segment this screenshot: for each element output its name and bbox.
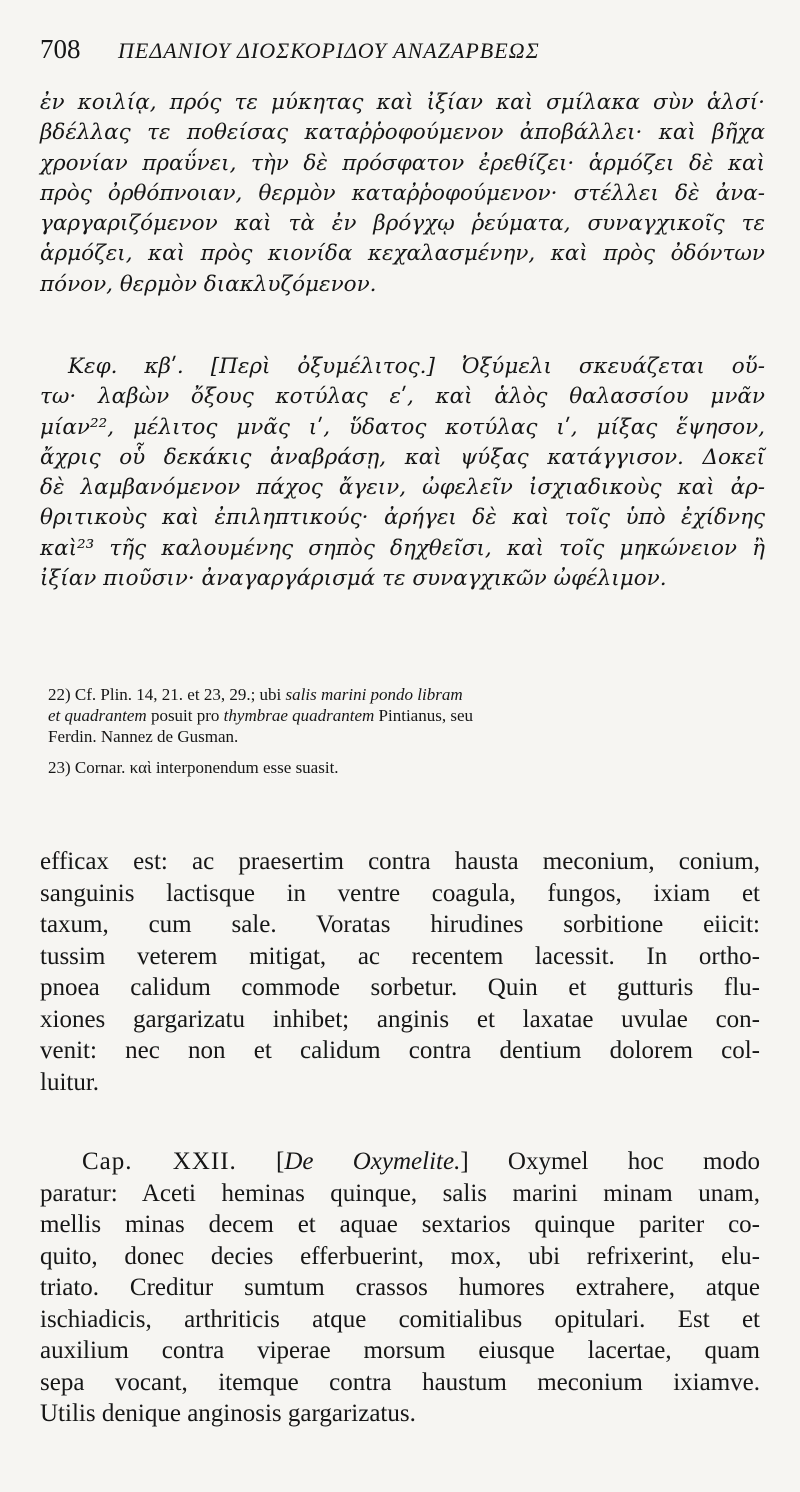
page-number: 708	[40, 34, 81, 64]
text-line: ἰξίαν πιοῦσιν· ἀναγαργάρισμά τε συναγχικῶν ὠφέλιμον.	[40, 566, 667, 592]
text-line: θριτικοὺς καὶ ἐπιληπτικούς· ἀρήγει δὲ καὶ τοῖς ὑπὸ ἐχίδνης	[40, 505, 765, 531]
chapter-first-words: Oxymel hoc modo	[507, 1148, 761, 1175]
text-line: quito, donec decies efferbuerint, mox, ubi refrixerint, elu-	[40, 1242, 760, 1270]
text-line: πόνον, θερμὸν διακλυζόμενον.	[40, 271, 377, 297]
bracket-close: ]	[460, 1148, 469, 1175]
text-line: luitur.	[40, 1068, 100, 1096]
text-line: efficax est: ac praesertim contra hausta meconium, conium,	[40, 848, 760, 875]
text-line: auxilium contra viperae morsum eiusque lacertae, quam	[40, 1337, 760, 1364]
text-line: taxum, cum sale. Voratas hirudines sorbitione eiicit:	[40, 911, 760, 938]
chapter-title: De Oxymelite.	[284, 1148, 461, 1175]
text-line: γαργαριζόμενον καὶ τὰ ἐν βρόγχῳ ῥεύματα, συναγχικοῖς τε	[40, 211, 765, 237]
footnote-text: 22) Cf. Plin. 14, 21. et 23, 29.; ubi	[48, 685, 286, 704]
text-line: tussim veterem mitigat, ac recentem lacessit. In ortho-	[40, 942, 760, 970]
footnote-text: posuit pro	[146, 706, 224, 725]
chapter-heading-line	[40, 1146, 760, 1178]
text-line: venit: nec non et calidum contra dentium dolorem col-	[40, 1037, 760, 1064]
text-line: sepa vocant, itemque contra haustum meconium ixiamve.	[40, 1368, 760, 1396]
text-line: pnoea calidum commode sorbetur. Quin et gutturis flu-	[40, 974, 760, 1001]
footnote-text: Pintianus, seu	[374, 706, 473, 725]
footnote-22-cont	[48, 705, 758, 726]
text-line: τω· λαβὼν ὄξους κοτύλας εʹ, καὶ ἁλὸς θαλασσίου μνᾶν	[40, 384, 765, 410]
greek-chapter-paragraph	[40, 352, 765, 594]
text-line: paratur: Aceti heminas quinque, salis marini minam unam,	[40, 1179, 760, 1207]
chapter-heading-line: Κεφ. κβʹ. [Περὶ ὀξυμέλιτος.] Ὀξύμελι σκευάζεται οὕ-	[68, 354, 765, 379]
text-line: πρὸς ὀρθόπνοιαν, θερμὸν καταῤῥοφούμενον· στέλλει δὲ ἀνα-	[40, 180, 765, 206]
footnote-22-end: Ferdin. Nannez de Gusman.	[48, 727, 239, 746]
text-line: δὲ λαμβανόμενον πάχος ἄγειν, ὠφελεῖν ἰσχιαδικοὺς καὶ ἀρ-	[40, 475, 765, 501]
footnotes	[48, 684, 758, 778]
bracket-open: [	[276, 1148, 285, 1175]
chapter-label: Cap. XXII.	[82, 1148, 237, 1175]
text-line: ἄχρις οὗ δεκάκις ἀναβράσῃ, καὶ ψύξας κατάγγισον. Δοκεῖ	[40, 444, 765, 470]
text-line: ἁρμόζει, καὶ πρὸς κιονίδα κεχαλασμένην, καὶ πρὸς ὀδόντων	[40, 241, 765, 267]
text-line: Utilis denique anginosis gargarizatus.	[40, 1400, 416, 1427]
footnote-italic: et quadrantem	[48, 706, 147, 725]
footnote-italic: thymbrae quadrantem	[223, 706, 375, 725]
text-line: mellis minas decem et aquae sextarios quinque pariter co-	[40, 1211, 760, 1238]
text-line: μίαν²², μέλιτος μνᾶς ιʹ, ὕδατος κοτύλας ιʹ, μίξας ἕψησον,	[40, 414, 765, 440]
text-line: xiones gargarizatu inhibet; anginis et laxatae uvulae con-	[40, 1005, 760, 1033]
text-line: καὶ²³ τῆς καλουμένης σηπὸς δηχθεῖσι, καὶ τοῖς μηκώνειον ἢ	[40, 535, 765, 561]
footnote-23: 23) Cornar. καὶ interponendum esse suasit.	[48, 758, 339, 777]
running-head: ΠΕΔΑΝΙΟΥ ΔΙΟΣΚΟΡΙΔΟΥ ΑΝΑΖΑΡΒΕΩΣ	[118, 38, 540, 63]
text-line: βδέλλας τε ποθείσας καταῤῥοφούμενον ἀποβάλλει· καὶ βῆχα	[40, 120, 765, 146]
text-line: ἐν κοιλίᾳ, πρός τε μύκητας καὶ ἰξίαν καὶ σμίλακα σὺν ἁλσί·	[40, 90, 765, 115]
latin-intro-paragraph	[40, 846, 760, 1098]
greek-intro-paragraph	[40, 88, 765, 300]
text-line: sanguinis lactisque in ventre coagula, fungos, ixiam et	[40, 879, 760, 907]
page-header	[40, 34, 760, 74]
text-line: triato. Creditur sumtum crassos humores extrahere, atque	[40, 1274, 760, 1301]
text-line: ischiadicis, arthriticis atque comitialibus opitulari. Est et	[40, 1305, 760, 1333]
latin-chapter-paragraph	[40, 1146, 760, 1430]
footnote-22	[48, 684, 758, 705]
text-line: χρονίαν πραΰνει, τὴν δὲ πρόσφατον ἐρεθίζει· ἁρμόζει δὲ καὶ	[40, 150, 765, 176]
footnote-italic: salis marini pondo libram	[285, 685, 463, 704]
